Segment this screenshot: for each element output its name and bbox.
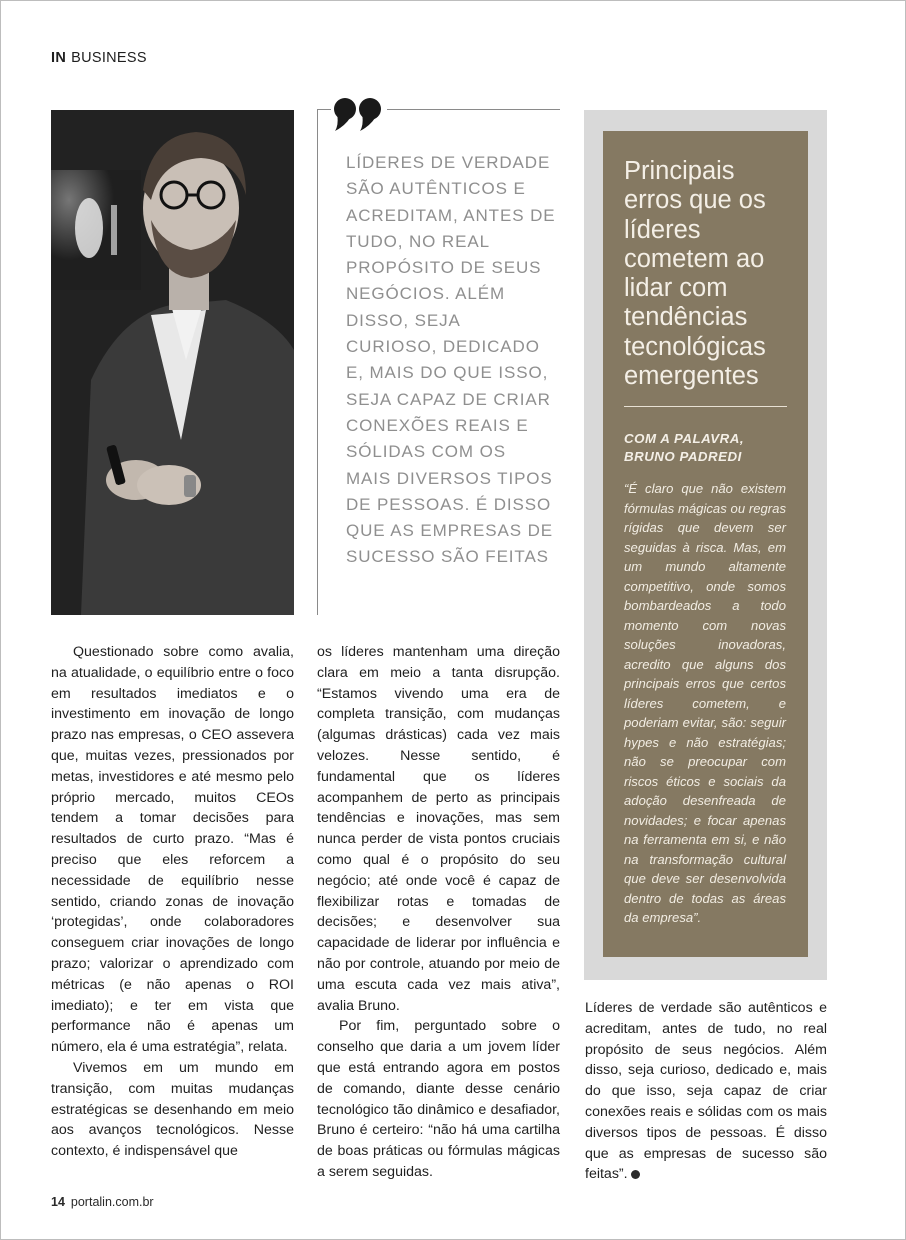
page-number: 14	[51, 1195, 65, 1209]
sidebar-kicker: COM A PALAVRA, BRUNO PADREDI	[624, 431, 745, 464]
portrait-photo	[51, 110, 294, 615]
section-brand: IN	[51, 50, 67, 66]
section-header	[51, 50, 147, 66]
paragraph: Questionado sobre como avalia, na atualidade, o equilíbrio entre o foco em resultados imediatos e o investimento em inovação de longo prazo nas empresas, o CEO assevera que, muitas vezes, pressionados por metas, investidores e até mesmo pelo próprio mercado, muitos CEOs tendem a tomar decisões para resultados de curto prazo. “Mas é preciso que eles reforcem a necessidade de equilíbrio nesse sentido, criando zonas de inovação ‘protegidas’, onde colaboradores conseguem criar inovações de longo prazo; valorizar o aprendizado com métricas (e não apenas o ROI imediato); e ter em vista que performance não é apenas um número, ela é uma estratégia”, relata.	[51, 644, 294, 1056]
article-column-3	[585, 998, 827, 1185]
paragraph: Por fim, perguntado sobre o conselho que daria a um jovem líder que está entrando agora em postos de comando, diante desse cenário tecnológico tão dinâmico e desafiador, Bruno é certeiro: “não há uma cartilha de boas práticas ou fórmulas mágicas a serem seguidas.	[317, 1018, 560, 1180]
quote-rule-top	[387, 109, 560, 110]
paragraph-text: Líderes de verdade são autênticos e acreditam, antes de tudo, no real propósito de seus negócios. Além disso, seja curioso, dedicado e, mais do que isso, seja capaz de criar conexões reais e sólidas com os mais diversos tipos de pessoas. É disso que as empresas de sucesso são feitas”.	[585, 1000, 827, 1183]
sidebar-title: Principais erros que os líderes cometem ao lidar com tendências tecnológicas emergentes	[624, 157, 766, 391]
section-label: BUSINESS	[71, 50, 147, 66]
end-mark-icon	[631, 1170, 640, 1179]
paragraph: Vivemos em um mundo em transição, com muitas mudanças estratégicas se desenhando em meio aos avanços tecnológicos. Nesse contexto, é indispensável que	[51, 1059, 294, 1160]
footer-site: portalin.com.br	[70, 1195, 154, 1209]
paragraph-end	[585, 998, 827, 1185]
sidebar-body: “É claro que não existem fórmulas mágicas ou regras rígidas que devem ser seguidas à risca. Mas, em um mundo altamente competitivo, onde somos bombardeados a todo momento com novas soluções inovadoras, acredito que alguns dos principais erros que certos líderes cometem, e poderiam evitar, são: seguir hypes e não estratégias; não se preocupar com riscos éticos e sociais da adoção desenfreada de novidades; e focar apenas na ferramenta em si, e não na transformação cultural que deve ser desenvolvida dentro de todas as áreas da empresa”.	[624, 481, 786, 925]
page-footer	[51, 1195, 154, 1209]
article-column-1	[51, 642, 294, 1162]
portrait-illustration	[51, 110, 294, 615]
sidebar-divider	[624, 406, 787, 407]
quote-rule-left	[317, 109, 318, 615]
article-column-2	[317, 642, 560, 1183]
paragraph: os líderes mantenham uma direção clara em meio a tanta disrupção. “Estamos vivendo uma era de completa transição, com mudanças (algumas drásticas) cada vez mais velozes. Nesse sentido, é fundamental que os líderes acompanhem de perto as principais tendências e inovações, mas sem nunca perder de vista pontos cruciais como qual é o propósito do seu negócio; até onde você é capaz de flexibilizar rotas e tomadas de decisões; e desenvolver sua capacidade de liderar por influência e não por controle, atuando por meio de uma escuta cada vez mais ativa”, avalia Bruno.	[317, 644, 560, 1014]
pull-quote: LÍDERES DE VERDADE SÃO AUTÊNTICOS E ACREDITAM, ANTES DE TUDO, NO REAL PROPÓSITO DE SEUS NEGÓCIOS. ALÉM DISSO, SEJA CURIOSO, DEDICADO E, MAIS DO QUE ISSO, SEJA CAPAZ DE CRIAR CONEXÕES REAIS E SÓLIDAS COM OS MAIS DIVERSOS TIPOS DE PESSOAS. É DISSO QUE AS EMPRESAS DE SUCESSO SÃO FEITAS	[346, 153, 556, 567]
quote-icon	[333, 97, 383, 131]
quote-rule-corner	[317, 109, 331, 110]
